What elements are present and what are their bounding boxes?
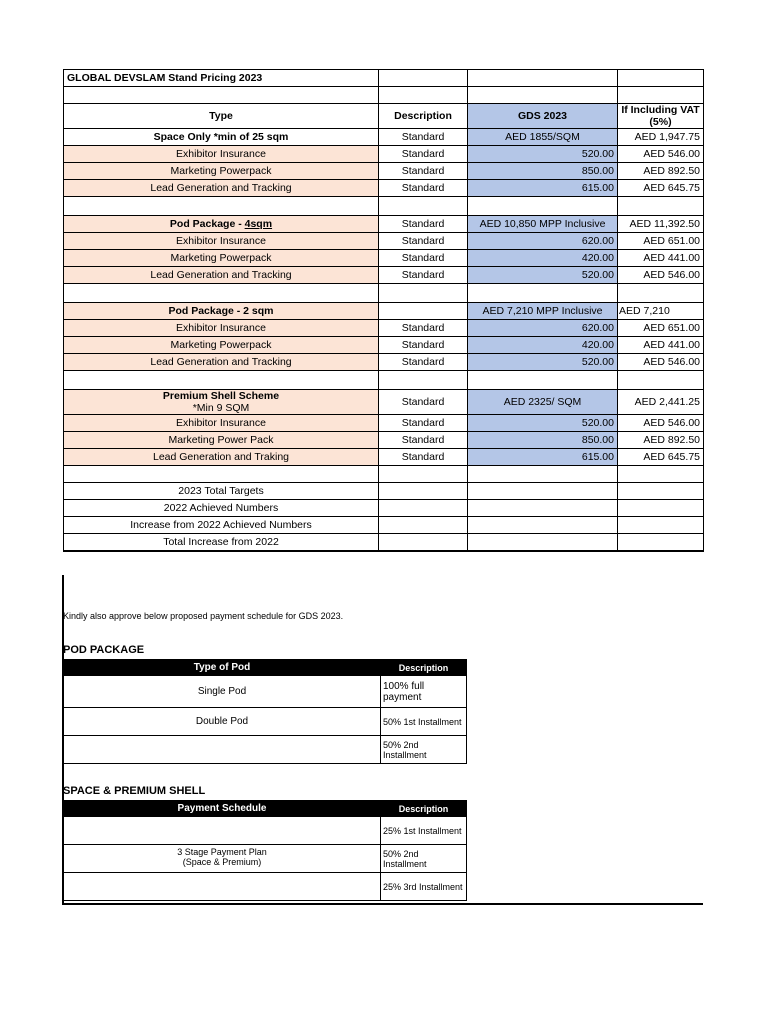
row-type: Exhibitor Insurance: [64, 233, 379, 250]
row-type: Lead Generation and Tracking: [64, 354, 379, 371]
row-premium-shell: [64, 390, 704, 415]
row-desc: Standard: [379, 180, 468, 197]
row-type: Premium Shell Scheme *Min 9 SQM: [64, 390, 379, 415]
row-desc: Standard: [379, 432, 468, 449]
table-row: [64, 415, 704, 432]
row-gds: 520.00: [468, 146, 618, 163]
table-row: [64, 180, 704, 197]
row-type: Exhibitor Insurance: [64, 320, 379, 337]
row-desc: Standard: [379, 267, 468, 284]
table-row: [64, 449, 704, 466]
target-label: Total Increase from 2022: [64, 534, 379, 552]
row-gds: AED 10,850 MPP Inclusive: [468, 216, 618, 233]
row-desc: Standard: [379, 216, 468, 233]
row-desc: Standard: [379, 354, 468, 371]
pod-payment-table: [63, 659, 467, 764]
pod-desc: 50% 2nd Installment: [381, 736, 467, 764]
row-vat: AED 546.00: [618, 415, 704, 432]
table-row: [64, 708, 467, 736]
row-vat: AED 651.00: [618, 320, 704, 337]
table-row: [64, 163, 704, 180]
header-vat: If Including VAT (5%): [618, 104, 704, 129]
target-label: Increase from 2022 Achieved Numbers: [64, 517, 379, 534]
header-type: Type: [64, 104, 379, 129]
pod-col-type: Type of Pod: [64, 660, 381, 676]
approval-note: Kindly also approve below proposed payment schedule for GDS 2023.: [63, 611, 344, 621]
row-gds: 850.00: [468, 163, 618, 180]
table-row: [64, 817, 467, 845]
target-row: [64, 534, 704, 552]
pod-package-title: POD PACKAGE: [63, 644, 145, 656]
pricing-sheet: [63, 69, 704, 552]
row-type: Lead Generation and Tracking: [64, 180, 379, 197]
row-gds: 520.00: [468, 354, 618, 371]
row-desc: Standard: [379, 320, 468, 337]
row-vat: AED 11,392.50: [618, 216, 704, 233]
space-premium-title: SPACE & PREMIUM SHELL: [63, 785, 206, 797]
row-gds: 520.00: [468, 415, 618, 432]
row-gds: AED 2325/ SQM: [468, 390, 618, 415]
row-desc: Standard: [379, 146, 468, 163]
row-type: Exhibitor Insurance: [64, 415, 379, 432]
row-type: Pod Package - 4sqm: [64, 216, 379, 233]
pod-type: Single Pod: [64, 676, 381, 708]
row-gds: 420.00: [468, 337, 618, 354]
row-desc: Standard: [379, 250, 468, 267]
row-gds: AED 7,210 MPP Inclusive: [468, 303, 618, 320]
space-payment-table: [63, 800, 467, 901]
row-pod-2sqm: [64, 303, 704, 320]
space-desc: 25% 1st Installment: [381, 817, 467, 845]
target-row: [64, 517, 704, 534]
row-desc: Standard: [379, 163, 468, 180]
bottom-border: [63, 903, 703, 905]
row-type: Lead Generation and Traking: [64, 449, 379, 466]
table-row: [64, 873, 467, 901]
table-row: [64, 250, 704, 267]
space-desc: 25% 3rd Installment: [381, 873, 467, 901]
space-desc: 50% 2nd Installment: [381, 845, 467, 873]
row-type: Marketing Powerpack: [64, 250, 379, 267]
row-desc: Standard: [379, 129, 468, 146]
row-type: Lead Generation and Tracking: [64, 267, 379, 284]
row-type: Space Only *min of 25 sqm: [64, 129, 379, 146]
table-row: [64, 676, 467, 708]
row-desc: Standard: [379, 415, 468, 432]
row-type: Pod Package - 2 sqm: [64, 303, 379, 320]
row-vat: AED 441.00: [618, 337, 704, 354]
target-label: 2023 Total Targets: [64, 483, 379, 500]
row-gds: 620.00: [468, 233, 618, 250]
row-desc: Standard: [379, 233, 468, 250]
row-desc: Standard: [379, 337, 468, 354]
header-gds: GDS 2023: [468, 104, 618, 129]
row-vat: AED 1,947.75: [618, 129, 704, 146]
table-row: [64, 146, 704, 163]
row-vat: AED 546.00: [618, 146, 704, 163]
table-row: [64, 337, 704, 354]
row-pod-4sqm: [64, 216, 704, 233]
pricing-table: [63, 69, 704, 552]
row-vat: AED 2,441.25: [618, 390, 704, 415]
row-vat: AED 645.75: [618, 180, 704, 197]
table-row: [64, 267, 704, 284]
row-gds: 520.00: [468, 267, 618, 284]
space-col-schedule: Payment Schedule: [64, 801, 381, 817]
row-desc: Standard: [379, 390, 468, 415]
pod-desc: 100% full payment: [381, 676, 467, 708]
target-label: 2022 Achieved Numbers: [64, 500, 379, 517]
row-gds: 615.00: [468, 180, 618, 197]
table-row: [64, 354, 704, 371]
row-vat: AED 892.50: [618, 163, 704, 180]
row-gds: 615.00: [468, 449, 618, 466]
table-row: [64, 320, 704, 337]
pod-desc: 50% 1st Installment: [381, 708, 467, 736]
row-vat: AED 7,210: [618, 303, 704, 320]
pod-type: Double Pod: [64, 708, 381, 736]
plan-label: 3 Stage Payment Plan (Space & Premium): [64, 845, 381, 873]
pod-col-desc: Description: [381, 660, 467, 676]
row-vat: AED 651.00: [618, 233, 704, 250]
row-gds: AED 1855/SQM: [468, 129, 618, 146]
row-vat: AED 546.00: [618, 354, 704, 371]
target-row: [64, 500, 704, 517]
row-vat: AED 892.50: [618, 432, 704, 449]
row-space-only: [64, 129, 704, 146]
row-type: Marketing Powerpack: [64, 337, 379, 354]
row-type: Marketing Powerpack: [64, 163, 379, 180]
target-row: [64, 483, 704, 500]
row-desc: Standard: [379, 449, 468, 466]
row-vat: AED 546.00: [618, 267, 704, 284]
row-gds: 420.00: [468, 250, 618, 267]
row-vat: AED 441.00: [618, 250, 704, 267]
table-row: [64, 736, 467, 764]
table-row: [64, 432, 704, 449]
row-gds: 620.00: [468, 320, 618, 337]
row-desc: [379, 303, 468, 320]
sheet-title: GLOBAL DEVSLAM Stand Pricing 2023: [64, 70, 379, 87]
pod-type: [64, 736, 381, 764]
table-row: [64, 845, 467, 873]
row-gds: 850.00: [468, 432, 618, 449]
row-type: Exhibitor Insurance: [64, 146, 379, 163]
row-vat: AED 645.75: [618, 449, 704, 466]
space-col-desc: Description: [381, 801, 467, 817]
row-type: Marketing Power Pack: [64, 432, 379, 449]
table-row: [64, 233, 704, 250]
header-row: [64, 104, 704, 129]
header-description: Description: [379, 104, 468, 129]
